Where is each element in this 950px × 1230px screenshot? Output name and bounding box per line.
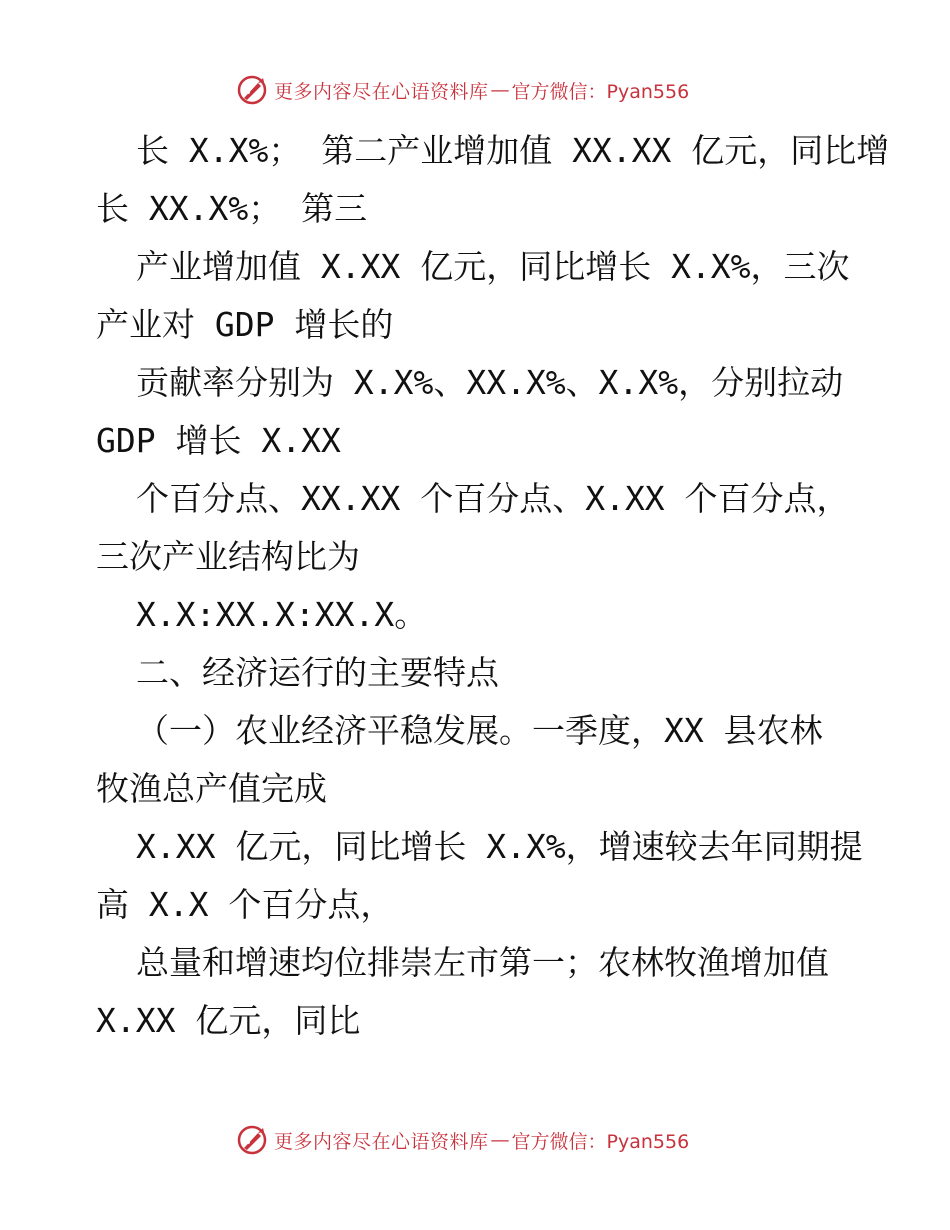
text-line: （一）农业经济平稳发展。一季度，XX 县农林: [136, 711, 823, 750]
watermark-wechat: 官方微信：Pyan556: [511, 1130, 690, 1153]
text-line: 产业增加值 X.XX 亿元，同比增长 X.X%，三次: [136, 247, 850, 286]
text-line: X.XX 亿元，同比增长 X.X%，增速较去年同期提: [136, 827, 863, 866]
watermark-dash: —: [490, 79, 510, 101]
text-line: 产业对 GDP 增长的: [96, 305, 394, 344]
text-line: 总量和增速均位排崇左市第一；农林牧渔增加值: [136, 943, 829, 982]
text-line: 长 XX.X%； 第三: [96, 189, 368, 228]
watermark-text: 更多内容尽在心语资料库: [274, 1130, 489, 1153]
text-line: 长 X.X%； 第二产业增加值 XX.XX 亿元，同比增: [136, 131, 890, 170]
text-line: X.XX 亿元，同比: [96, 1001, 361, 1040]
watermark-dash: —: [490, 1129, 510, 1151]
quill-logo-icon: [236, 1124, 268, 1156]
text-line: 个百分点、XX.XX 个百分点、X.XX 个百分点，: [136, 479, 850, 518]
text-line: X.X:XX.X:XX.X。: [136, 595, 428, 634]
section-heading: 二、经济运行的主要特点: [136, 653, 499, 692]
header-watermark: [236, 73, 689, 107]
quill-logo-icon: [236, 74, 268, 106]
text-line: 三次产业结构比为: [96, 537, 360, 576]
text-line: GDP 增长 X.XX: [96, 421, 341, 460]
watermark-text: 更多内容尽在心语资料库: [274, 80, 489, 103]
text-line: 高 X.X 个百分点，: [96, 885, 394, 924]
document-body: [96, 122, 890, 1050]
text-line: 贡献率分别为 X.X%、XX.X%、X.X%，分别拉动: [136, 363, 844, 402]
footer-watermark: [236, 1123, 689, 1157]
watermark-wechat: 官方微信：Pyan556: [511, 80, 690, 103]
text-line: 牧渔总产值完成: [96, 769, 327, 808]
